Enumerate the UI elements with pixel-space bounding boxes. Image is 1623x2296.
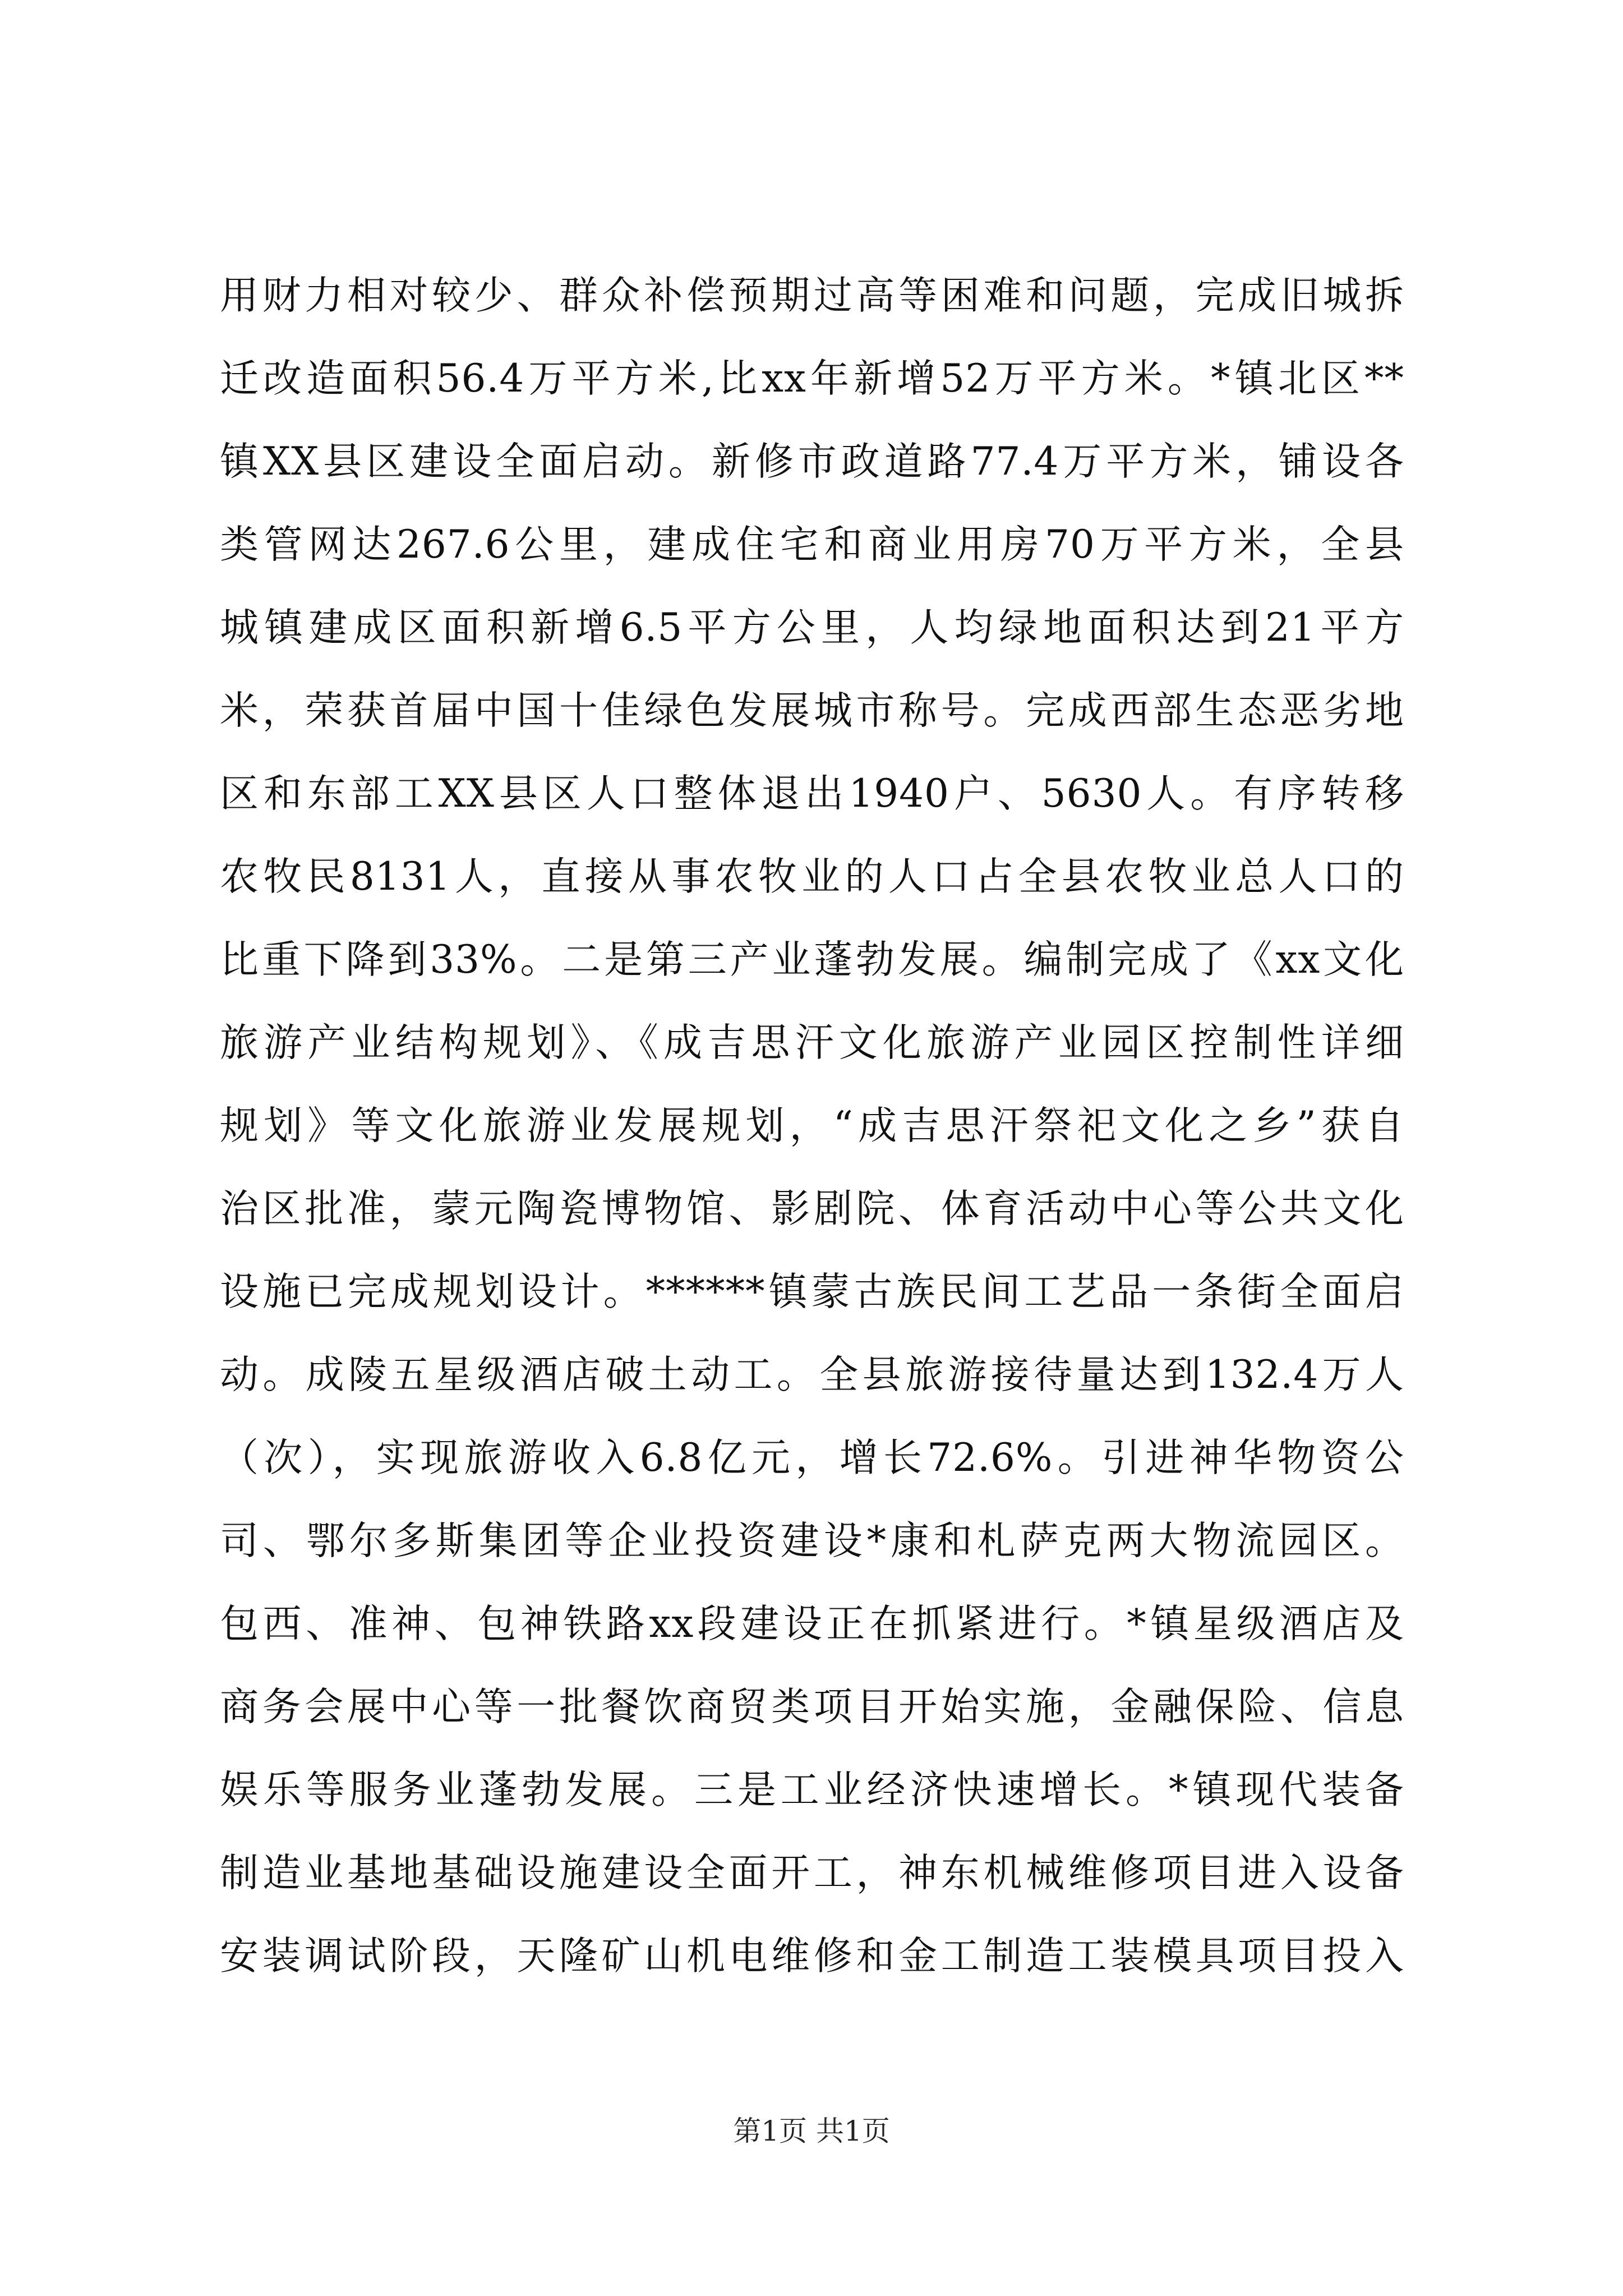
body-text: [220, 254, 1404, 1998]
text-line-19: 娱乐等服务业蓬勃发展。三是工业经济快速增长。*镇现代装备: [220, 1768, 1404, 1812]
text-line-3: 镇XX县区建设全面启动。新修市政道路77.4万平方米，铺设各: [220, 439, 1404, 484]
text-line-4: 类管网达267.6公里，建成住宅和商业用房70万平方米，全县: [220, 522, 1404, 567]
text-line-18: 商务会展中心等一批餐饮商贸类项目开始实施，金融保险、信息: [220, 1685, 1404, 1729]
text-line-8: 农牧民8131人，直接从事农牧业的人口占全县农牧业总人口的: [220, 854, 1404, 899]
text-line-5: 城镇建成区面积新增6.5平方公里，人均绿地面积达到21平方: [220, 605, 1404, 650]
text-line-6: 米，荣获首届中国十佳绿色发展城市称号。完成西部生态恶劣地: [220, 688, 1404, 733]
text-line-13: 设施已完成规划设计。******镇蒙古族民间工艺品一条街全面启: [220, 1269, 1404, 1314]
text-line-2: 迁改造面积56.4万平方米,比xx年新增52万平方米。*镇北区**: [220, 356, 1404, 401]
text-line-15: （次），实现旅游收入6.8亿元，增长72.6%。引进神华物资公: [220, 1435, 1404, 1480]
text-line-20: 制造业基地基础设施建设全面开工，神东机械维修项目进入设备: [220, 1851, 1404, 1895]
text-line-12: 治区批准，蒙元陶瓷博物馆、影剧院、体育活动中心等公共文化: [220, 1186, 1404, 1231]
text-line-10: 旅游产业结构规划》、《成吉思汗文化旅游产业园区控制性详细: [220, 1020, 1404, 1065]
text-line-11: 规划》等文化旅游业发展规划，“成吉思汗祭祀文化之乡”获自: [220, 1103, 1404, 1148]
text-line-9: 比重下降到33%。二是第三产业蓬勃发展。编制完成了《xx文化: [220, 937, 1404, 982]
text-line-14: 动。成陵五星级酒店破土动工。全县旅游接待量达到132.4万人: [220, 1352, 1404, 1397]
page-footer: 第1页 共1页: [733, 2115, 890, 2147]
text-line-7: 区和东部工XX县区人口整体退出1940户、5630人。有序转移: [220, 771, 1404, 816]
text-line-16: 司、鄂尔多斯集团等企业投资建设*康和札萨克两大物流园区。: [220, 1519, 1404, 1563]
text-line-21: 安装调试阶段，天隆矿山机电维修和金工制造工装模具项目投入: [220, 1934, 1404, 1978]
text-line-17: 包西、准神、包神铁路xx段建设正在抓紧进行。*镇星级酒店及: [220, 1602, 1404, 1646]
text-line-1: 用财力相对较少、群众补偿预期过高等困难和问题，完成旧城拆: [220, 273, 1404, 318]
